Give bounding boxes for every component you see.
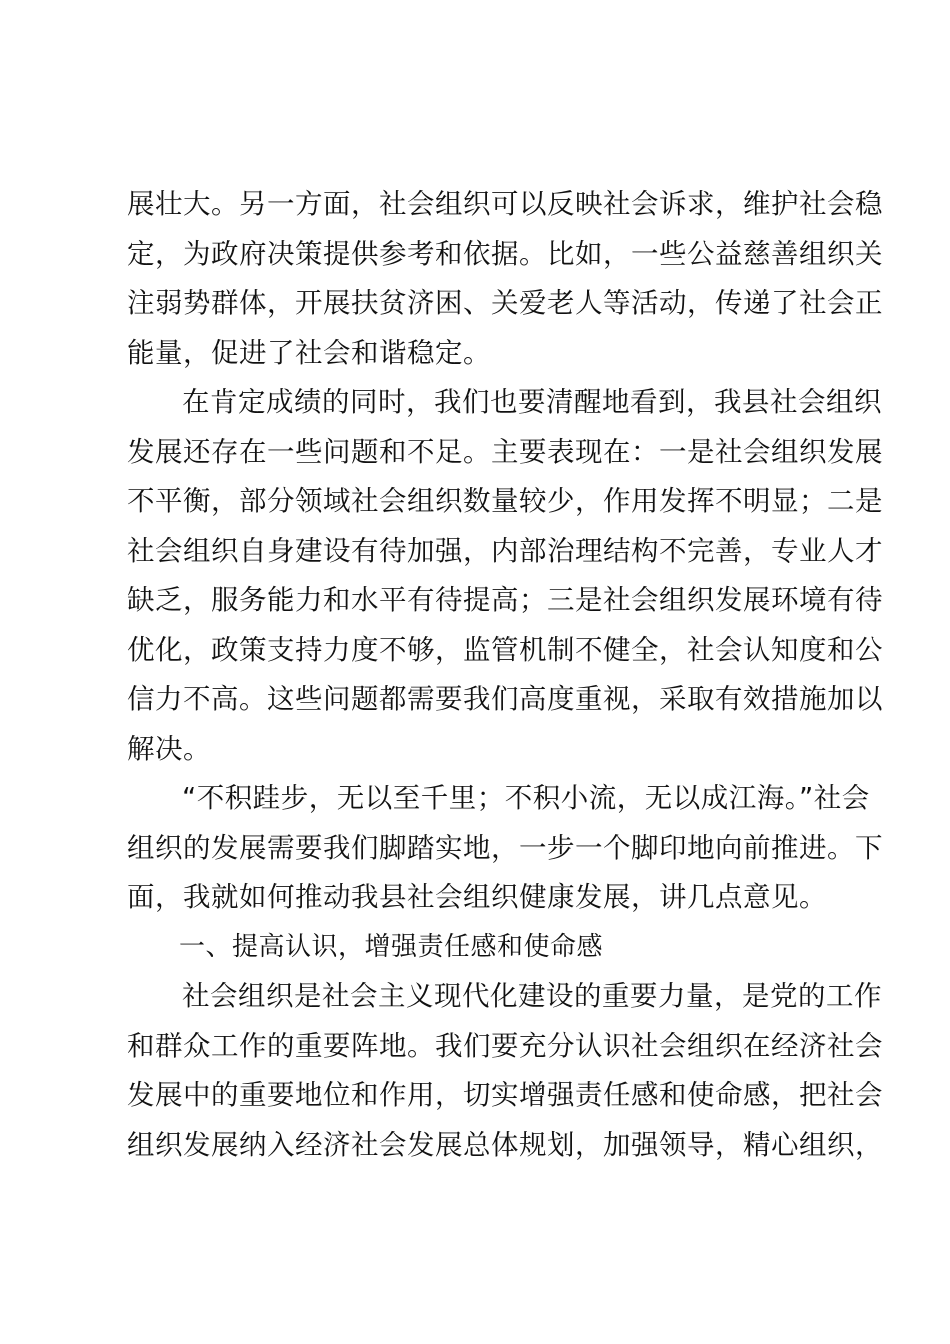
- text-line: 发展中的重要地位和作用，切实增强责任感和使命感，把社会: [127, 1079, 883, 1111]
- text-line: 缺乏，服务能力和水平有待提高；三是社会组织发展环境有待: [127, 584, 883, 616]
- text-line: 组织发展纳入经济社会发展总体规划，加强领导，精心组织，: [127, 1128, 883, 1161]
- text-line: 发展还存在一些问题和不足。主要表现在：一是社会组织发展: [127, 435, 883, 468]
- text-line: 社会组织是社会主义现代化建设的重要力量，是党的工作: [182, 980, 882, 1012]
- text-line: 社会组织自身建设有待加强，内部治理结构不完善，专业人才: [127, 534, 883, 567]
- text-line: 和群众工作的重要阵地。我们要充分认识社会组织在经济社会: [127, 1029, 883, 1062]
- text-line: 展壮大。另一方面，社会组织可以反映社会诉求，维护社会稳: [127, 188, 883, 220]
- text-line: 能量，促进了社会和谐稳定。: [127, 336, 491, 369]
- paragraph-quote: [127, 774, 883, 923]
- section-heading: [127, 923, 833, 973]
- text-line: “不积跬步，无以至千里；不积小流，无以成江海。”社会: [182, 782, 870, 814]
- paragraph-awareness: [127, 972, 883, 1170]
- text-line: 在肯定成绩的同时，我们也要清醒地看到，我县社会组织: [182, 386, 882, 418]
- text-line: 面，我就如何推动我县社会组织健康发展，讲几点意见。: [127, 881, 827, 913]
- text-line: 注弱势群体，开展扶贫济困、关爱老人等活动，传递了社会正: [127, 287, 883, 319]
- document-body: [127, 180, 883, 1170]
- paragraph-problems: [127, 378, 883, 774]
- text-line: 解决。: [127, 732, 211, 765]
- heading-text: 一、提高认识，增强责任感和使命感: [179, 931, 604, 962]
- text-line: 信力不高。这些问题都需要我们高度重视，采取有效措施加以: [127, 683, 883, 715]
- text-line: 组织的发展需要我们脚踏实地，一步一个脚印地向前推进。下: [127, 831, 883, 864]
- text-line: 定，为政府决策提供参考和依据。比如，一些公益慈善组织关: [127, 237, 883, 270]
- text-line: 优化，政策支持力度不够，监管机制不健全，社会认知度和公: [127, 633, 883, 666]
- text-line: 不平衡，部分领域社会组织数量较少，作用发挥不明显；二是: [127, 485, 883, 517]
- paragraph-continuation: [127, 180, 883, 378]
